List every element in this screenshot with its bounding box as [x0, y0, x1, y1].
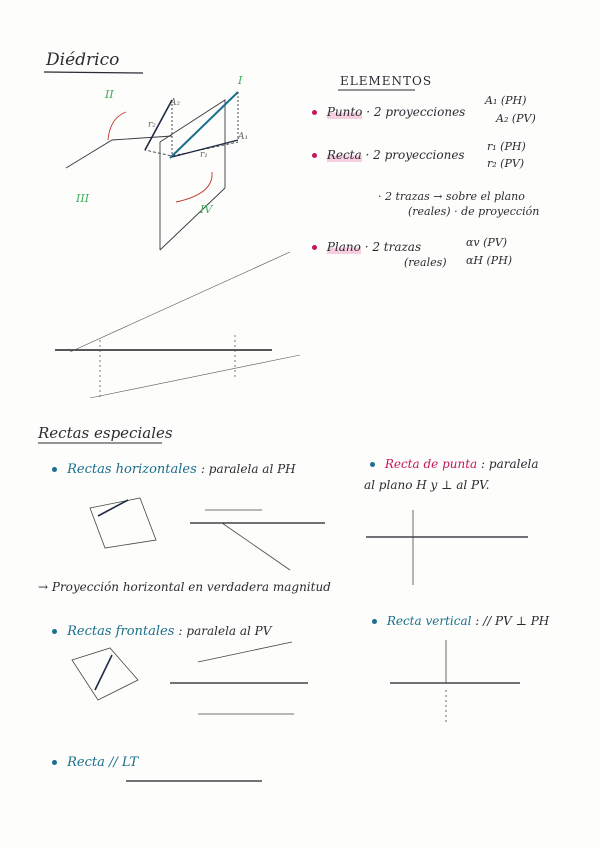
punta-desc2: al plano H y ⊥ al PV. [364, 478, 490, 492]
punto-label: Punto [326, 105, 363, 119]
plano-row [312, 240, 421, 254]
plano-av: αv (PV) [466, 236, 508, 249]
dihedral-sketch [66, 92, 238, 250]
recta-trazas2: (reales) · de proyección [408, 205, 540, 218]
elements-title: ELEMENTOS [340, 74, 433, 88]
section-title-rectas-especiales: Rectas especiales [38, 424, 173, 442]
horizontales-label: Rectas horizontales [67, 462, 197, 477]
bullet-icon [370, 462, 375, 467]
bullet-icon [372, 619, 377, 624]
quadrant-label: III [76, 192, 90, 205]
recta-trazas: · 2 trazas → sobre el plano [378, 190, 525, 203]
horizontal-line-sketch [90, 498, 325, 570]
quadrant-label: II [105, 88, 114, 101]
dihedral-projection [55, 252, 300, 400]
bullet-icon [52, 467, 57, 472]
punto-row [312, 105, 465, 119]
bullet-icon [52, 760, 57, 765]
punta-row [370, 457, 539, 471]
recta-r2: r₂ (PV) [487, 157, 525, 170]
frontal-line-sketch [72, 642, 308, 714]
punta-label: Recta de punta [384, 457, 478, 471]
vertical-row [372, 614, 549, 628]
label-a2: A₂ [170, 98, 181, 108]
plano-label: Plano [326, 240, 361, 254]
punta-desc: : paralela [481, 457, 539, 471]
punto-a2: A₂ (PV) [496, 112, 536, 125]
recta-label: Recta [326, 148, 362, 162]
punto-text: · 2 proyecciones [366, 105, 466, 119]
plano-reales: (reales) [404, 256, 447, 269]
lt-row [52, 755, 138, 770]
label-a1: A₁ [238, 132, 249, 142]
label-r2: r₂ [148, 120, 156, 130]
proyeccion-note: → Proyección horizontal en verdadera magnitud [38, 580, 331, 594]
plano-ah: αH (PH) [466, 254, 513, 267]
punto-a1: A₁ (PH) [485, 94, 527, 107]
bullet-icon [312, 153, 317, 158]
frontales-row [52, 624, 271, 639]
horizontales-desc: : paralela al PH [200, 462, 296, 476]
frontales-label: Rectas frontales [67, 624, 175, 639]
vertical-line-sketch [390, 640, 520, 722]
quadrant-label: IV [200, 203, 213, 216]
quadrant-label: I [238, 74, 243, 87]
recta-r1: r₁ (PH) [487, 140, 526, 153]
label-r1: r₁ [200, 150, 208, 160]
plano-text: · 2 trazas [364, 240, 422, 254]
bullet-icon [312, 110, 317, 115]
lt-label: Recta [67, 755, 105, 770]
point-line-sketch [366, 510, 528, 585]
frontales-desc: : paralela al PV [178, 624, 272, 638]
lt-desc: // LT [109, 755, 139, 770]
vertical-desc: : // PV ⊥ PH [475, 614, 550, 628]
bullet-icon [312, 245, 317, 250]
recta-row [312, 148, 465, 162]
horizontales-row [52, 462, 296, 477]
section-title-diedrico: Diédrico [46, 50, 120, 70]
recta-text: · 2 proyecciones [365, 148, 465, 162]
vertical-label: Recta vertical [386, 614, 472, 628]
bullet-icon [52, 629, 57, 634]
